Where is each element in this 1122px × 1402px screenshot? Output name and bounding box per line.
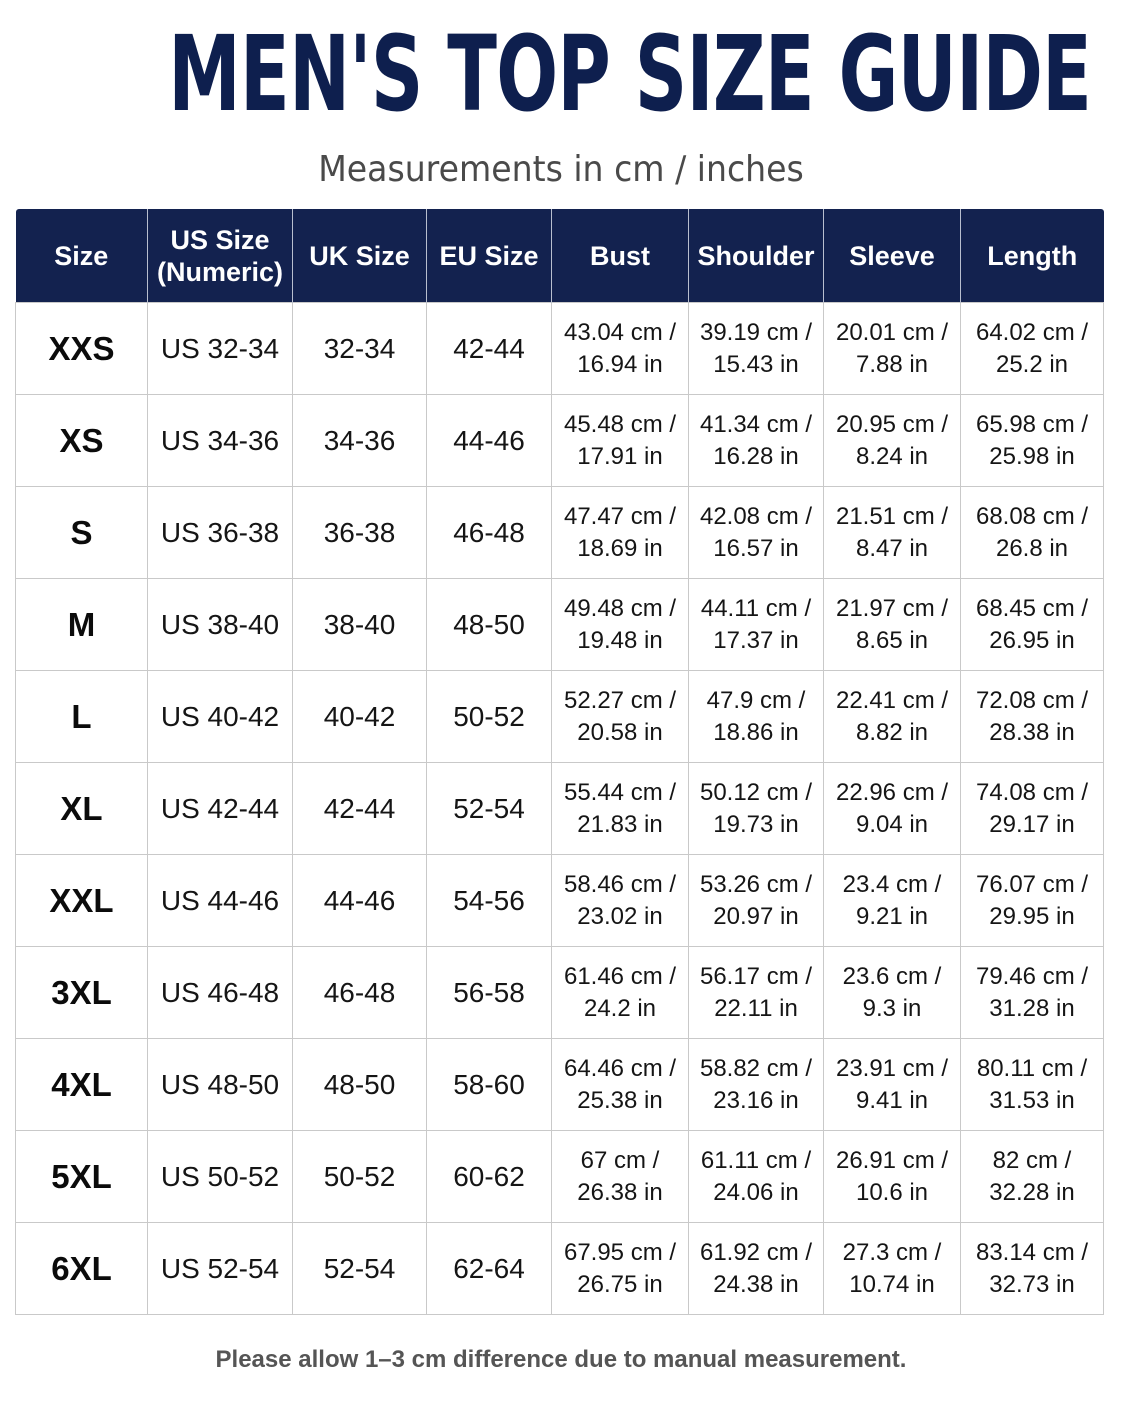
cell-length bbox=[961, 487, 1104, 579]
measure-in: 18.86 in bbox=[713, 718, 799, 746]
cell-eu-size: 60-62 bbox=[427, 1131, 552, 1223]
measure-cm: 67.95 cm / bbox=[563, 1238, 677, 1266]
cell-shoulder bbox=[689, 855, 824, 947]
footnote: Please allow 1–3 cm difference due to manual measurement. bbox=[215, 1346, 907, 1373]
cell-eu-size: 62-64 bbox=[427, 1223, 552, 1315]
cell-shoulder bbox=[689, 763, 824, 855]
measure-in: 16.28 in bbox=[713, 442, 799, 470]
measure-in: 9.41 in bbox=[855, 1086, 929, 1114]
cell-bust bbox=[552, 303, 689, 395]
cell-shoulder bbox=[689, 671, 824, 763]
measure-in: 29.17 in bbox=[989, 810, 1075, 838]
measure-cm: 56.17 cm / bbox=[699, 962, 813, 990]
cell-us-size: US 44-46 bbox=[148, 855, 293, 947]
cell-length bbox=[961, 1131, 1104, 1223]
cell-uk-size: 52-54 bbox=[293, 1223, 427, 1315]
cell-sleeve bbox=[824, 1039, 961, 1131]
cell-size: XL bbox=[16, 763, 148, 855]
measure-cm: 64.02 cm / bbox=[975, 318, 1089, 346]
measure-cm: 76.07 cm / bbox=[975, 870, 1089, 898]
cell-length bbox=[961, 579, 1104, 671]
measure-in: 26.75 in bbox=[577, 1270, 663, 1298]
measure-in: 19.48 in bbox=[577, 626, 663, 654]
header-length: Length bbox=[961, 209, 1104, 303]
cell-size: 3XL bbox=[16, 947, 148, 1039]
measure-in: 26.8 in bbox=[995, 534, 1069, 562]
cell-bust bbox=[552, 855, 689, 947]
header-sleeve: Sleeve bbox=[824, 209, 961, 303]
cell-length bbox=[961, 947, 1104, 1039]
measure-cm: 23.6 cm / bbox=[842, 962, 942, 990]
cell-bust bbox=[552, 395, 689, 487]
cell-length bbox=[961, 763, 1104, 855]
measure-cm: 68.08 cm / bbox=[975, 502, 1089, 530]
measure-cm: 50.12 cm / bbox=[699, 778, 813, 806]
measure-in: 20.97 in bbox=[713, 902, 799, 930]
measure-in: 29.95 in bbox=[989, 902, 1075, 930]
measure-in: 21.83 in bbox=[577, 810, 663, 838]
cell-size: XXL bbox=[16, 855, 148, 947]
measure-cm: 58.46 cm / bbox=[563, 870, 677, 898]
measure-in: 9.04 in bbox=[855, 810, 929, 838]
measure-cm: 83.14 cm / bbox=[975, 1238, 1089, 1266]
measure-in: 8.65 in bbox=[855, 626, 929, 654]
measure-in: 16.57 in bbox=[713, 534, 799, 562]
header-size: Size bbox=[16, 209, 148, 303]
measure-in: 8.47 in bbox=[855, 534, 929, 562]
measure-cm: 21.97 cm / bbox=[835, 594, 949, 622]
measure-in: 25.38 in bbox=[577, 1086, 663, 1114]
measure-cm: 22.96 cm / bbox=[835, 778, 949, 806]
measure-cm: 49.48 cm / bbox=[563, 594, 677, 622]
cell-bust bbox=[552, 671, 689, 763]
measure-cm: 61.11 cm / bbox=[700, 1146, 812, 1174]
measure-in: 24.2 in bbox=[583, 994, 657, 1022]
measure-cm: 65.98 cm / bbox=[975, 410, 1089, 438]
measure-in: 17.91 in bbox=[577, 442, 663, 470]
measure-cm: 79.46 cm / bbox=[975, 962, 1089, 990]
measure-in: 32.28 in bbox=[989, 1178, 1075, 1206]
measure-in: 8.82 in bbox=[855, 718, 929, 746]
measure-cm: 41.34 cm / bbox=[699, 410, 813, 438]
cell-length bbox=[961, 395, 1104, 487]
cell-sleeve bbox=[824, 487, 961, 579]
cell-sleeve bbox=[824, 947, 961, 1039]
measure-cm: 61.46 cm / bbox=[563, 962, 677, 990]
measure-cm: 53.26 cm / bbox=[699, 870, 813, 898]
cell-eu-size: 58-60 bbox=[427, 1039, 552, 1131]
cell-size: 4XL bbox=[16, 1039, 148, 1131]
measure-cm: 82 cm / bbox=[992, 1146, 1072, 1174]
measure-in: 22.11 in bbox=[714, 994, 798, 1022]
measure-cm: 43.04 cm / bbox=[563, 318, 677, 346]
cell-uk-size: 36-38 bbox=[293, 487, 427, 579]
measure-cm: 27.3 cm / bbox=[842, 1238, 942, 1266]
measure-cm: 20.95 cm / bbox=[835, 410, 949, 438]
cell-shoulder bbox=[689, 947, 824, 1039]
cell-us-size: US 34-36 bbox=[148, 395, 293, 487]
measure-in: 25.98 in bbox=[989, 442, 1075, 470]
cell-sleeve bbox=[824, 1131, 961, 1223]
header-bust: Bust bbox=[552, 209, 689, 303]
cell-sleeve bbox=[824, 1223, 961, 1315]
measure-cm: 55.44 cm / bbox=[563, 778, 677, 806]
size-guide-table bbox=[15, 209, 1104, 1315]
cell-us-size: US 32-34 bbox=[148, 303, 293, 395]
measure-in: 23.02 in bbox=[577, 902, 663, 930]
measure-cm: 61.92 cm / bbox=[699, 1238, 813, 1266]
cell-shoulder bbox=[689, 487, 824, 579]
cell-uk-size: 48-50 bbox=[293, 1039, 427, 1131]
measure-cm: 23.91 cm / bbox=[835, 1054, 949, 1082]
measure-cm: 22.41 cm / bbox=[835, 686, 949, 714]
cell-us-size: US 40-42 bbox=[148, 671, 293, 763]
cell-sleeve bbox=[824, 303, 961, 395]
cell-bust bbox=[552, 1039, 689, 1131]
cell-size: S bbox=[16, 487, 148, 579]
cell-uk-size: 50-52 bbox=[293, 1131, 427, 1223]
cell-shoulder bbox=[689, 1131, 824, 1223]
cell-us-size: US 48-50 bbox=[148, 1039, 293, 1131]
measure-cm: 80.11 cm / bbox=[976, 1054, 1088, 1082]
measure-cm: 74.08 cm / bbox=[975, 778, 1089, 806]
measure-in: 23.16 in bbox=[713, 1086, 799, 1114]
cell-uk-size: 32-34 bbox=[293, 303, 427, 395]
header-us-size: US Size (Numeric) bbox=[148, 209, 293, 303]
measure-cm: 72.08 cm / bbox=[975, 686, 1089, 714]
measure-in: 28.38 in bbox=[989, 718, 1075, 746]
measure-cm: 47.47 cm / bbox=[563, 502, 677, 530]
cell-us-size: US 50-52 bbox=[148, 1131, 293, 1223]
cell-bust bbox=[552, 579, 689, 671]
cell-size: L bbox=[16, 671, 148, 763]
measure-in: 25.2 in bbox=[995, 350, 1069, 378]
measure-cm: 68.45 cm / bbox=[975, 594, 1089, 622]
cell-eu-size: 52-54 bbox=[427, 763, 552, 855]
cell-sleeve bbox=[824, 395, 961, 487]
cell-bust bbox=[552, 947, 689, 1039]
table-row bbox=[16, 487, 1104, 579]
measure-in: 17.37 in bbox=[713, 626, 799, 654]
measure-cm: 47.9 cm / bbox=[706, 686, 806, 714]
measure-in: 32.73 in bbox=[989, 1270, 1075, 1298]
measure-in: 24.38 in bbox=[713, 1270, 799, 1298]
measure-cm: 39.19 cm / bbox=[699, 318, 813, 346]
measure-cm: 58.82 cm / bbox=[699, 1054, 813, 1082]
cell-bust bbox=[552, 763, 689, 855]
measure-cm: 67 cm / bbox=[580, 1146, 660, 1174]
measure-cm: 21.51 cm / bbox=[835, 502, 949, 530]
measure-in: 9.3 in bbox=[862, 994, 922, 1022]
cell-shoulder bbox=[689, 395, 824, 487]
measure-in: 9.21 in bbox=[855, 902, 929, 930]
measure-in: 31.53 in bbox=[989, 1086, 1075, 1114]
cell-us-size: US 52-54 bbox=[148, 1223, 293, 1315]
header-eu-size: EU Size bbox=[427, 209, 552, 303]
cell-bust bbox=[552, 487, 689, 579]
measure-in: 26.95 in bbox=[989, 626, 1075, 654]
cell-eu-size: 54-56 bbox=[427, 855, 552, 947]
cell-size: XXS bbox=[16, 303, 148, 395]
cell-eu-size: 48-50 bbox=[427, 579, 552, 671]
measure-in: 20.58 in bbox=[577, 718, 663, 746]
cell-size: 6XL bbox=[16, 1223, 148, 1315]
cell-uk-size: 38-40 bbox=[293, 579, 427, 671]
table-row bbox=[16, 763, 1104, 855]
table-row bbox=[16, 671, 1104, 763]
cell-size: 5XL bbox=[16, 1131, 148, 1223]
cell-eu-size: 56-58 bbox=[427, 947, 552, 1039]
measure-in: 19.73 in bbox=[713, 810, 799, 838]
cell-us-size: US 42-44 bbox=[148, 763, 293, 855]
cell-uk-size: 44-46 bbox=[293, 855, 427, 947]
cell-us-size: US 46-48 bbox=[148, 947, 293, 1039]
cell-shoulder bbox=[689, 579, 824, 671]
cell-shoulder bbox=[689, 1223, 824, 1315]
table-row bbox=[16, 303, 1104, 395]
measure-cm: 23.4 cm / bbox=[842, 870, 942, 898]
cell-size: XS bbox=[16, 395, 148, 487]
cell-length bbox=[961, 303, 1104, 395]
table-row bbox=[16, 395, 1104, 487]
table-row bbox=[16, 1223, 1104, 1315]
measure-in: 24.06 in bbox=[713, 1178, 799, 1206]
cell-bust bbox=[552, 1223, 689, 1315]
table-row bbox=[16, 1039, 1104, 1131]
cell-length bbox=[961, 1039, 1104, 1131]
cell-length bbox=[961, 671, 1104, 763]
measure-in: 7.88 in bbox=[855, 350, 929, 378]
cell-shoulder bbox=[689, 303, 824, 395]
cell-uk-size: 40-42 bbox=[293, 671, 427, 763]
table-header-row bbox=[16, 209, 1104, 303]
measure-cm: 52.27 cm / bbox=[563, 686, 677, 714]
measure-in: 10.74 in bbox=[849, 1270, 935, 1298]
cell-uk-size: 46-48 bbox=[293, 947, 427, 1039]
page-subtitle: Measurements in cm / inches bbox=[318, 149, 804, 190]
cell-sleeve bbox=[824, 671, 961, 763]
measure-in: 10.6 in bbox=[855, 1178, 929, 1206]
measure-in: 31.28 in bbox=[989, 994, 1075, 1022]
measure-in: 16.94 in bbox=[577, 350, 663, 378]
page-title: MEN'S TOP SIZE GUIDE bbox=[168, 13, 1092, 135]
cell-shoulder bbox=[689, 1039, 824, 1131]
cell-eu-size: 46-48 bbox=[427, 487, 552, 579]
measure-cm: 42.08 cm / bbox=[699, 502, 813, 530]
table-row bbox=[16, 947, 1104, 1039]
cell-sleeve bbox=[824, 763, 961, 855]
measure-in: 8.24 in bbox=[855, 442, 929, 470]
measure-cm: 45.48 cm / bbox=[563, 410, 677, 438]
measure-cm: 64.46 cm / bbox=[563, 1054, 677, 1082]
measure-cm: 20.01 cm / bbox=[835, 318, 949, 346]
table-row bbox=[16, 855, 1104, 947]
measure-in: 26.38 in bbox=[577, 1178, 663, 1206]
cell-length bbox=[961, 1223, 1104, 1315]
table-row bbox=[16, 1131, 1104, 1223]
cell-us-size: US 36-38 bbox=[148, 487, 293, 579]
cell-sleeve bbox=[824, 579, 961, 671]
cell-eu-size: 50-52 bbox=[427, 671, 552, 763]
cell-length bbox=[961, 855, 1104, 947]
measure-in: 18.69 in bbox=[577, 534, 663, 562]
cell-size: M bbox=[16, 579, 148, 671]
cell-eu-size: 42-44 bbox=[427, 303, 552, 395]
cell-uk-size: 42-44 bbox=[293, 763, 427, 855]
measure-cm: 44.11 cm / bbox=[700, 594, 812, 622]
header-uk-size: UK Size bbox=[293, 209, 427, 303]
cell-uk-size: 34-36 bbox=[293, 395, 427, 487]
cell-eu-size: 44-46 bbox=[427, 395, 552, 487]
measure-cm: 26.91 cm / bbox=[835, 1146, 949, 1174]
cell-sleeve bbox=[824, 855, 961, 947]
table-row bbox=[16, 579, 1104, 671]
cell-bust bbox=[552, 1131, 689, 1223]
cell-us-size: US 38-40 bbox=[148, 579, 293, 671]
measure-in: 15.43 in bbox=[713, 350, 799, 378]
header-shoulder: Shoulder bbox=[689, 209, 824, 303]
